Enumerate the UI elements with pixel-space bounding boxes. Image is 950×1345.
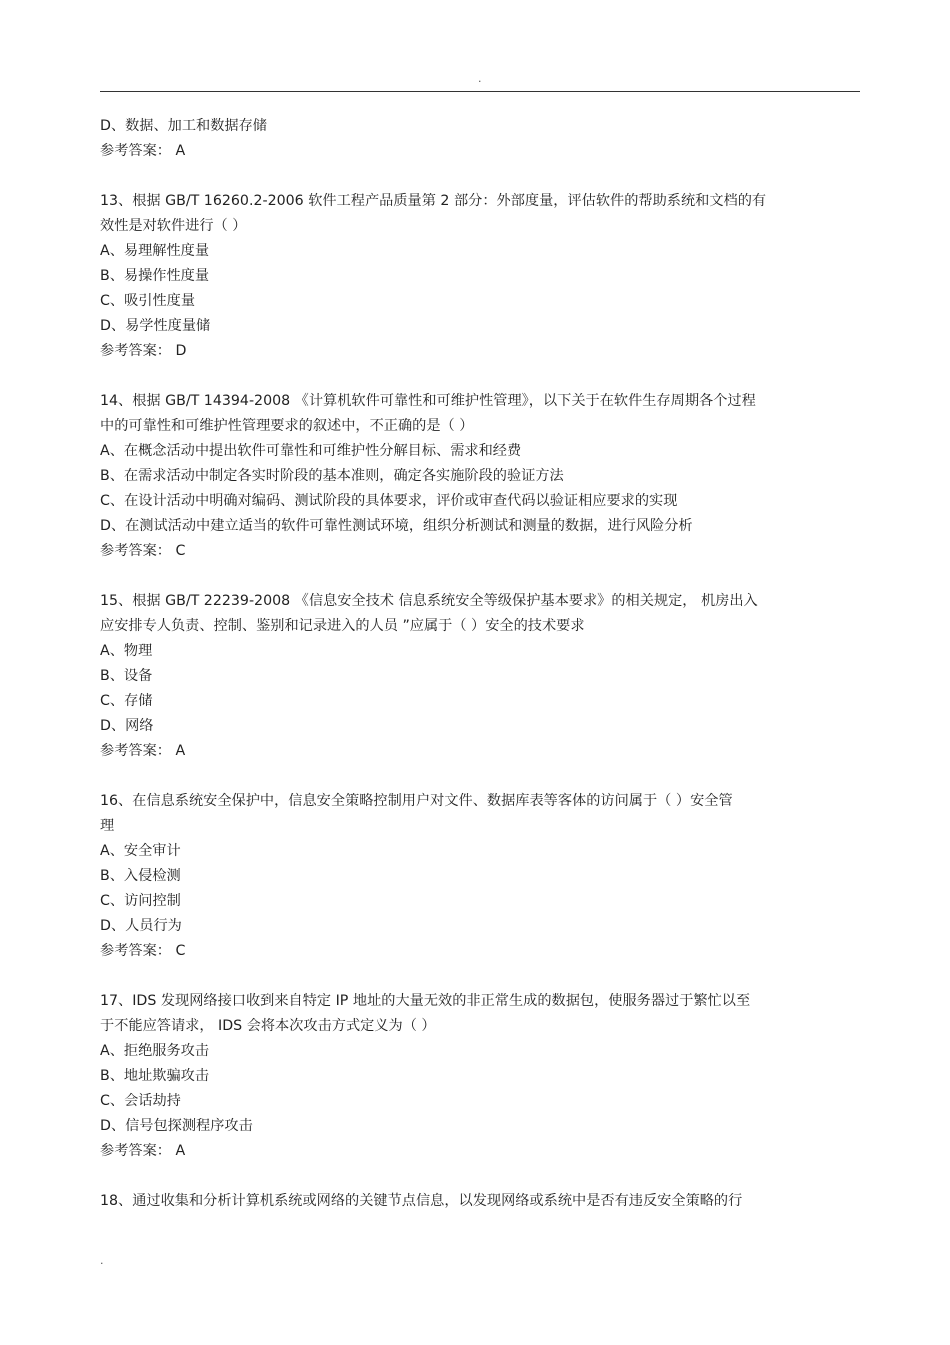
question-list xyxy=(100,189,860,1214)
question-stem: 效性是对软件进行（ ） xyxy=(100,218,247,234)
answer-option: A、拒绝服务攻击 xyxy=(100,1043,210,1059)
question-stem: 14、根据 GB/T 14394-2008 《计算机软件可靠性和可维护性管理》，以下关于在软件生存周期各个过程 xyxy=(100,393,756,409)
answer-option: B、设备 xyxy=(100,668,153,684)
answer-line: 参考答案： D xyxy=(100,343,187,359)
answer-option: C、吸引性度量 xyxy=(100,293,196,309)
option-d: D、数据、加工和数据存储 xyxy=(100,118,267,134)
answer-line: 参考答案： C xyxy=(100,543,186,559)
question-block xyxy=(100,989,860,1189)
answer-line: 参考答案： C xyxy=(100,943,186,959)
spacer xyxy=(100,364,860,389)
question-stem: 17、IDS 发现网络接口收到来自特定 IP 地址的大量无效的非正常生成的数据包，使服务器过于繁忙以至 xyxy=(100,993,751,1009)
answer-option: A、安全审计 xyxy=(100,843,181,859)
header-mark: . xyxy=(478,72,482,85)
spacer xyxy=(100,164,860,189)
answer-option: D、人员行为 xyxy=(100,918,182,934)
spacer xyxy=(100,964,860,989)
answer-option: B、在需求活动中制定各实时阶段的基本准则，确定各实施阶段的验证方法 xyxy=(100,468,564,484)
question-stem: 理 xyxy=(100,818,115,834)
answer-option: B、易操作性度量 xyxy=(100,268,210,284)
question-stem: 于不能应答请求， IDS 会将本次攻击方式定义为（ ） xyxy=(100,1018,436,1034)
question-stem: 18、通过收集和分析计算机系统或网络的关键节点信息，以发现网络或系统中是否有违反安全策略的行 xyxy=(100,1193,743,1209)
question-block xyxy=(100,189,860,389)
spacer xyxy=(100,564,860,589)
answer-line: 参考答案： A xyxy=(100,743,186,759)
answer-option: B、入侵检测 xyxy=(100,868,181,884)
answer-option: A、物理 xyxy=(100,643,153,659)
answer-option: A、易理解性度量 xyxy=(100,243,210,259)
header-rule xyxy=(100,91,860,92)
question-stem: 16、在信息系统安全保护中，信息安全策略控制用户对文件、数据库表等客体的访问属于（ ）安全管 xyxy=(100,793,733,809)
answer-option: C、在设计活动中明确对编码、测试阶段的具体要求，评价或审查代码以验证相应要求的实现 xyxy=(100,493,678,509)
answer-option: D、易学性度量储 xyxy=(100,318,211,334)
answer-option: A、在概念活动中提出软件可靠性和可维护性分解目标、需求和经费 xyxy=(100,443,522,459)
document-body xyxy=(100,114,860,1214)
answer-line: 参考答案： A xyxy=(100,1143,186,1159)
question-stem: 15、根据 GB/T 22239-2008 《信息安全技术 信息系统安全等级保护基本要求》的相关规定， 机房出入 xyxy=(100,593,758,609)
question-stem: 13、根据 GB/T 16260.2-2006 软件工程产品质量第 2 部分：外部度量，评估软件的帮助系统和文档的有 xyxy=(100,193,767,209)
answer-option: B、地址欺骗攻击 xyxy=(100,1068,210,1084)
answer-option: C、存储 xyxy=(100,693,153,709)
answer-option: D、信号包探测程序攻击 xyxy=(100,1118,253,1134)
answer-option: D、网络 xyxy=(100,718,154,734)
question-stem: 中的可靠性和可维护性管理要求的叙述中，不正确的是（ ） xyxy=(100,418,474,434)
answer-option: C、会话劫持 xyxy=(100,1093,181,1109)
question-block xyxy=(100,789,860,989)
spacer xyxy=(100,764,860,789)
question-stem: 应安排专人负责、控制、鉴别和记录进入的人员 ”应属于（ ）安全的技术要求 xyxy=(100,618,585,634)
answer-option: C、访问控制 xyxy=(100,893,181,909)
question-block xyxy=(100,589,860,789)
spacer xyxy=(100,1164,860,1189)
answer-option: D、在测试活动中建立适当的软件可靠性测试环境，组织分析测试和测量的数据，进行风险分析 xyxy=(100,518,693,534)
answer-line: 参考答案： A xyxy=(100,143,186,159)
footer-mark: . xyxy=(100,1254,104,1267)
question-block xyxy=(100,389,860,589)
question-block xyxy=(100,1189,860,1214)
